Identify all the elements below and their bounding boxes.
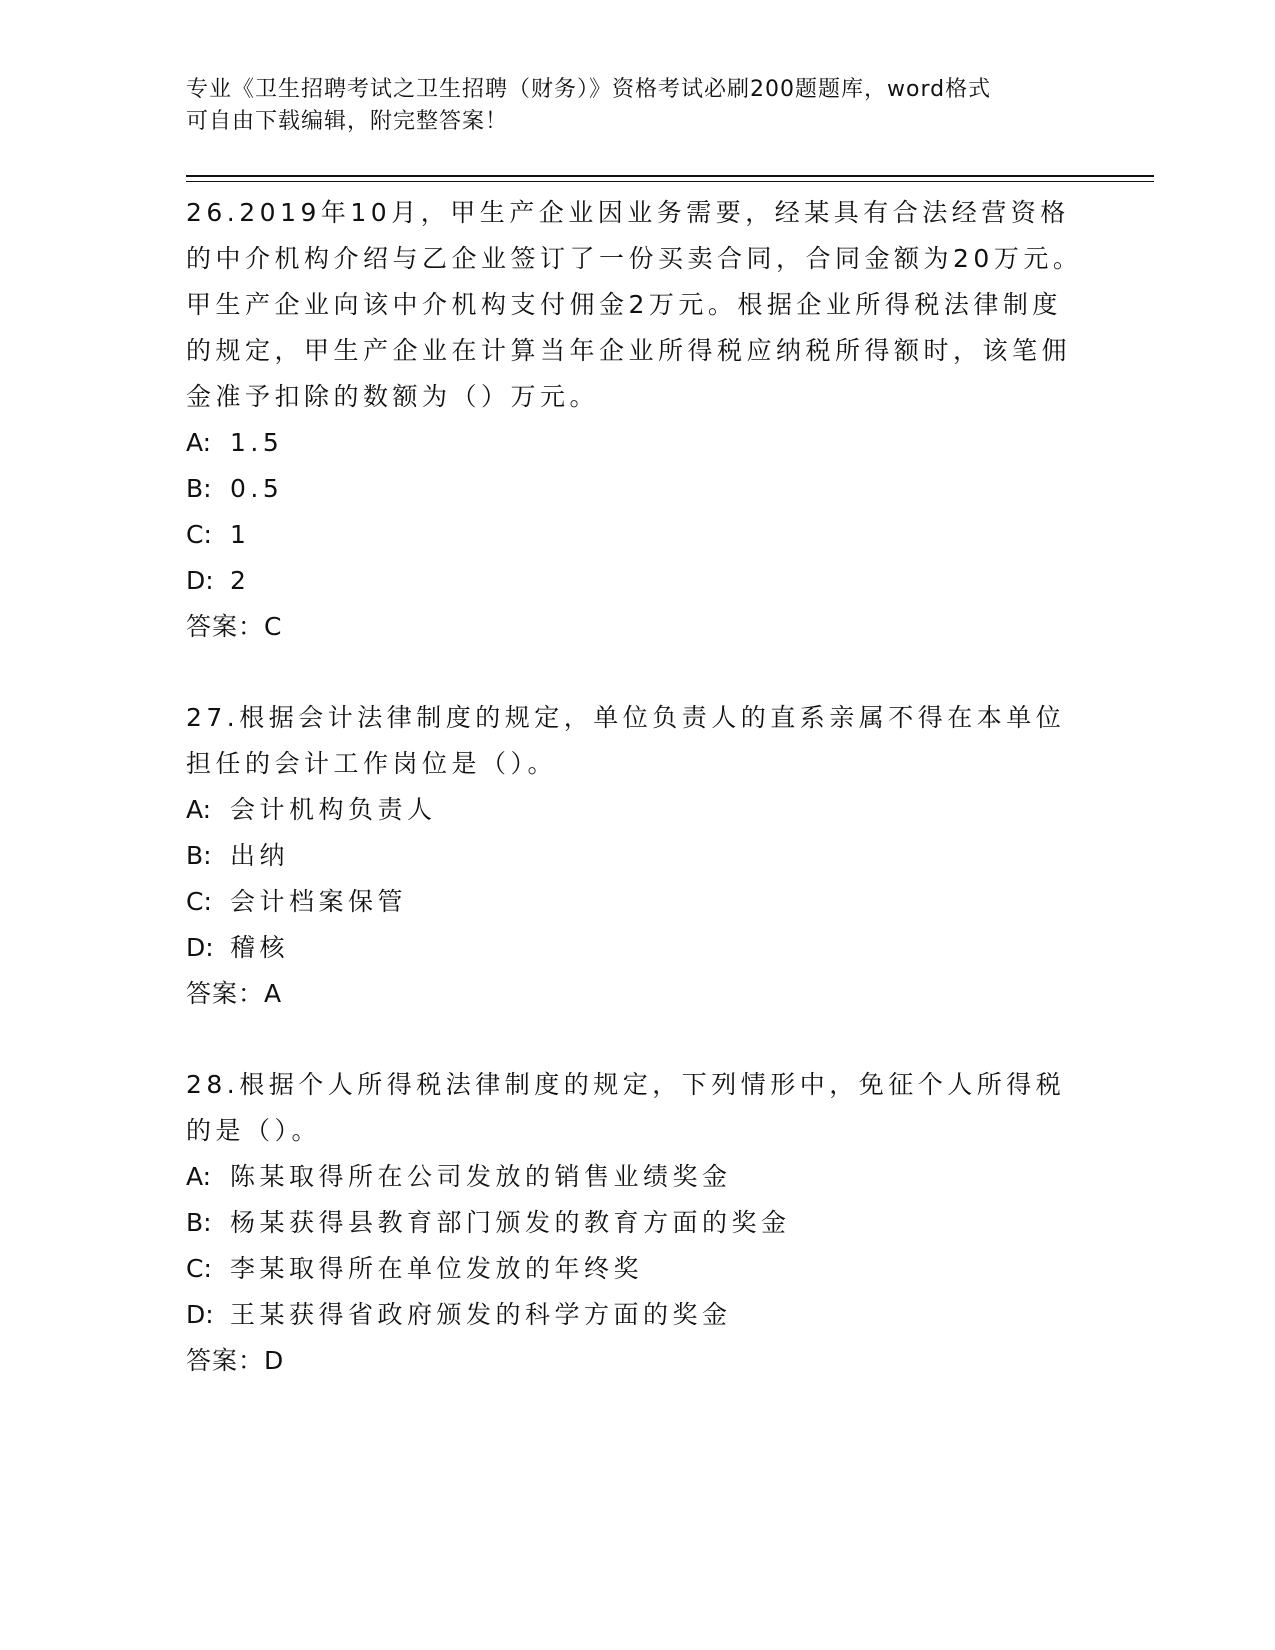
question-28 xyxy=(186,1062,1086,1384)
question-text: 26.2019年10月，甲生产企业因业务需要，经某具有合法经营资格的中介机构介绍与乙企业签订了一份买卖合同，合同金额为20万元。甲生产企业向该中介机构支付佣金2万元。根据企业所得税法律制度的规定，甲生产企业在计算当年企业所得税应纳税所得额时，该笔佣金准予扣除的数额为（）万元。 xyxy=(186,198,1083,411)
option-letter: D: xyxy=(186,566,214,595)
option-c xyxy=(186,1246,1086,1292)
option-letter: D: xyxy=(186,933,214,962)
option-text: 会计档案保管 xyxy=(230,887,408,916)
answer-line: 答案：C xyxy=(186,612,283,641)
option-letter: B: xyxy=(186,841,212,870)
option-letter: A: xyxy=(186,795,212,824)
question-text: 28.根据个人所得税法律制度的规定，下列情形中，免征个人所得税的是（）。 xyxy=(186,1070,1066,1145)
option-text: 1.5 xyxy=(230,428,284,457)
option-d xyxy=(186,558,1086,604)
option-letter: A: xyxy=(186,428,212,457)
option-letter: D: xyxy=(186,1300,214,1329)
option-letter: B: xyxy=(186,474,212,503)
option-text: 出纳 xyxy=(230,841,290,870)
option-letter: C: xyxy=(186,520,212,549)
option-a xyxy=(186,420,1086,466)
option-b xyxy=(186,466,1086,512)
option-a xyxy=(186,787,1086,833)
option-text: 2 xyxy=(230,566,251,595)
question-text: 27.根据会计法律制度的规定，单位负责人的直系亲属不得在本单位担任的会计工作岗位是（）。 xyxy=(186,703,1066,778)
option-text: 李某取得所在单位发放的年终奖 xyxy=(230,1254,644,1283)
answer-line: 答案：A xyxy=(186,979,283,1008)
answer-line: 答案：D xyxy=(186,1346,285,1375)
header-line-1: 专业《卫生招聘考试之卫生招聘（财务）》资格考试必刷200题题库，word格式 xyxy=(186,77,992,102)
option-text: 杨某获得县教育部门颁发的教育方面的奖金 xyxy=(230,1208,791,1237)
option-text: 会计机构负责人 xyxy=(230,795,437,824)
option-text: 王某获得省政府颁发的科学方面的奖金 xyxy=(230,1300,732,1329)
option-text: 0.5 xyxy=(230,474,284,503)
option-letter: C: xyxy=(186,1254,212,1283)
question-27 xyxy=(186,695,1086,1017)
option-text: 稽核 xyxy=(230,933,290,962)
option-b xyxy=(186,1200,1086,1246)
header-rule-thin xyxy=(186,181,1154,182)
option-d xyxy=(186,1292,1086,1338)
header-rule-thick xyxy=(186,175,1154,177)
option-d xyxy=(186,925,1086,971)
option-text: 陈某取得所在公司发放的销售业绩奖金 xyxy=(230,1162,732,1191)
option-letter: B: xyxy=(186,1208,212,1237)
option-c xyxy=(186,879,1086,925)
option-b xyxy=(186,833,1086,879)
document-header xyxy=(186,74,1066,138)
header-line-2: 可自由下载编辑，附完整答案！ xyxy=(186,109,509,134)
question-list xyxy=(186,190,1086,1429)
option-c xyxy=(186,512,1086,558)
option-letter: C: xyxy=(186,887,212,916)
option-letter: A: xyxy=(186,1162,212,1191)
question-26 xyxy=(186,190,1086,650)
option-text: 1 xyxy=(230,520,251,549)
option-a xyxy=(186,1154,1086,1200)
